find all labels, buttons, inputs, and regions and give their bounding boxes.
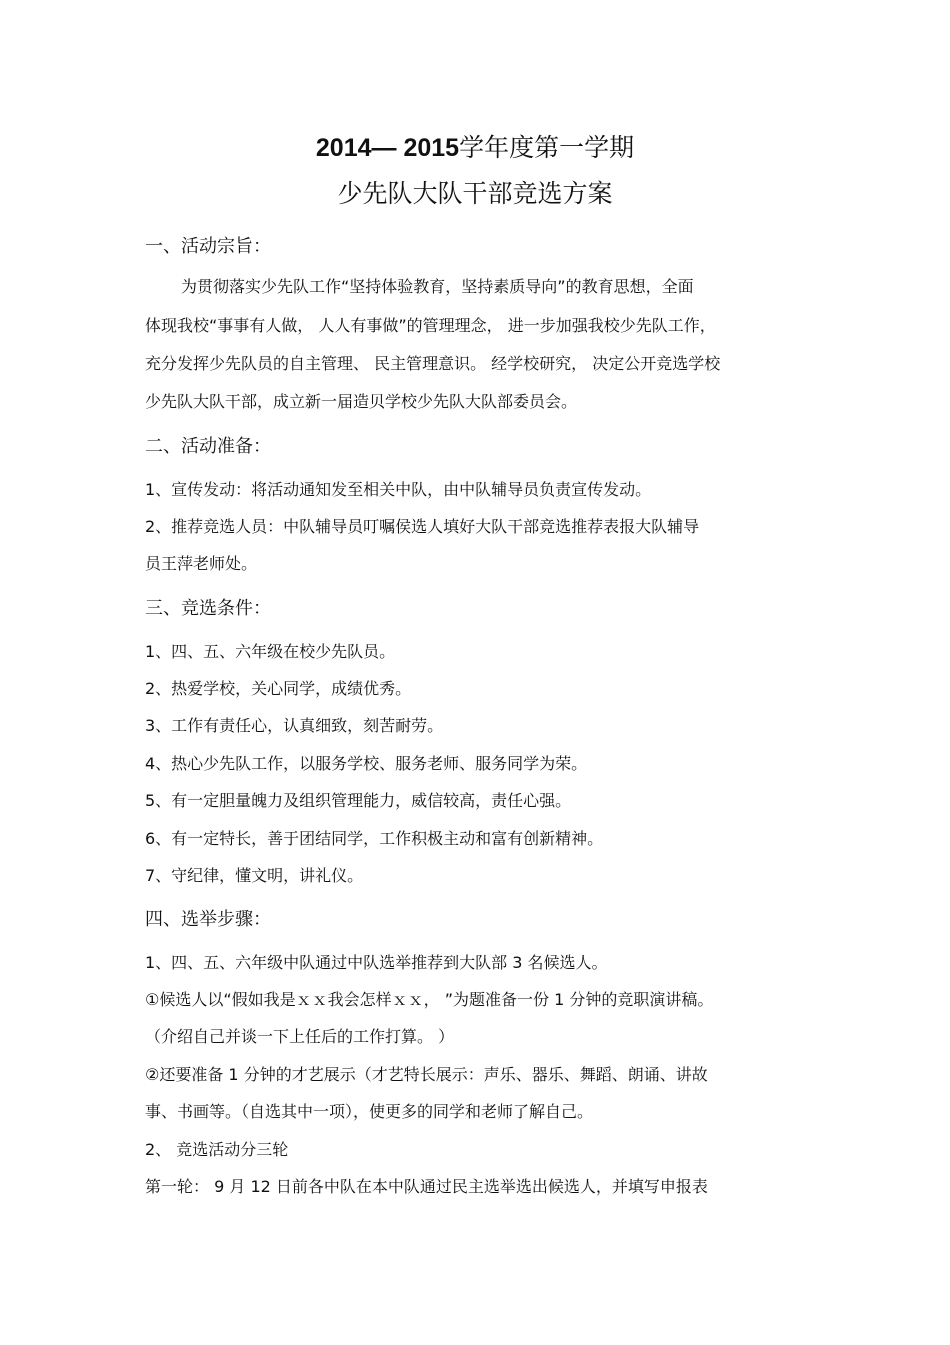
condition-item: 4、热心少先队工作，以服务学校、服务老师、服务同学为荣。	[145, 754, 588, 773]
step-line: 事、书画等。（自选其中一项），使更多的同学和老师了解自己。	[145, 1102, 594, 1121]
condition-item: 6、有一定特长，善于团结同学，工作积极主动和富有创新精神。	[145, 829, 604, 848]
step-line: （介绍自己并谈一下上任后的工作打算。 ）	[145, 1027, 455, 1046]
section1-para-line: 充分发挥少先队员的自主管理、 民主管理意识。 经学校研究， 决定公开竞选学校	[145, 354, 721, 373]
section2-line: 员王萍老师处。	[145, 554, 258, 573]
section1-para-line: 少先队大队干部，成立新一届造贝学校少先队大队部委员会。	[145, 392, 578, 411]
section4-heading: 四、选举步骤：	[145, 909, 271, 930]
step-line: 1、四、五、六年级中队通过中队选举推荐到大队部 3 名候选人。	[145, 953, 608, 972]
condition-item: 7、守纪律，懂文明，讲礼仪。	[145, 866, 364, 885]
step-line: ②还要准备 1 分钟的才艺展示（才艺特长展示：声乐、器乐、舞蹈、朗诵、讲故	[145, 1065, 708, 1084]
section3-heading: 三、竞选条件：	[145, 598, 271, 619]
condition-item: 1、四、五、六年级在校少先队员。	[145, 642, 396, 661]
condition-item: 5、有一定胆量魄力及组织管理能力，威信较高，责任心强。	[145, 791, 572, 810]
condition-item: 3、工作有责任心，认真细致，刻苦耐劳。	[145, 716, 444, 735]
title-term: 学年度第一学期	[459, 133, 635, 162]
section1-para-line: 体现我校“事事有人做， 人人有事做”的管理理念， 进一步加强我校少先队工作，	[145, 316, 716, 335]
section2-heading: 二、活动准备：	[145, 436, 271, 457]
step-line: 第一轮： 9 月 12 日前各中队在本中队通过民主选举选出候选人，并填写申报表	[145, 1177, 708, 1196]
document-title-line1	[0, 128, 950, 164]
step-line: ①候选人以“假如我是ｘｘ我会怎样ｘｘ， ”为题准备一份 1 分钟的竞职演讲稿。	[145, 990, 714, 1009]
condition-item: 2、热爱学校，关心同学，成绩优秀。	[145, 679, 412, 698]
section2-line: 2、推荐竞选人员：中队辅导员叮嘱侯选人填好大队干部竞选推荐表报大队辅导	[145, 517, 700, 536]
section2-line: 1、宣传发动：将活动通知发至相关中队，由中队辅导员负责宣传发动。	[145, 480, 652, 499]
section1-heading: 一、活动宗旨：	[145, 236, 271, 257]
document-title-line2: 少先队大队干部竞选方案	[337, 179, 613, 208]
step-line: 2、 竞选活动分三轮	[145, 1140, 289, 1159]
title-year: 2014— 2015	[315, 134, 460, 162]
section1-para-line: 为贯彻落实少先队工作“坚持体验教育，坚持素质导向”的教育思想，全面	[181, 277, 694, 296]
